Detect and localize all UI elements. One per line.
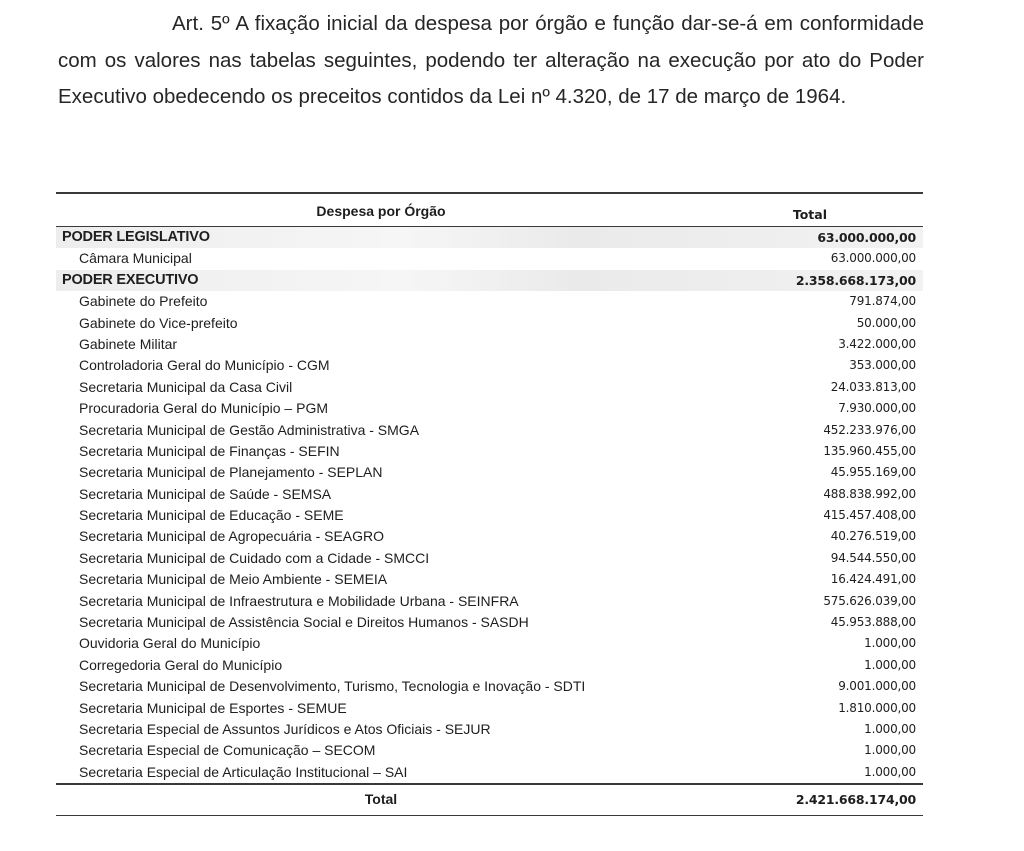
row-label: Gabinete do Prefeito xyxy=(79,293,208,310)
table-row xyxy=(56,462,923,483)
table-row xyxy=(56,441,923,462)
row-value: 1.000,00 xyxy=(864,657,916,672)
table-header xyxy=(56,194,923,226)
article-paragraph xyxy=(58,6,924,116)
expense-by-organ-table xyxy=(56,192,923,816)
table-row xyxy=(56,612,923,633)
row-value: 353.000,00 xyxy=(849,358,916,373)
row-value: 94.544.550,00 xyxy=(830,550,916,565)
row-label: Ouvidoria Geral do Município xyxy=(79,635,261,652)
row-label: Secretaria Municipal de Gestão Administrativa - SMGA xyxy=(79,421,420,438)
table-row xyxy=(56,569,923,590)
row-value: 1.000,00 xyxy=(864,743,916,758)
table-row xyxy=(56,398,923,419)
row-label: PODER LEGISLATIVO xyxy=(62,229,210,245)
row-label: Secretaria Municipal de Infraestrutura e Mobilidade Urbana - SEINFRA xyxy=(79,592,519,609)
row-label: Câmara Municipal xyxy=(79,250,192,267)
row-value: 1.810.000,00 xyxy=(838,700,916,715)
row-value: 40.276.519,00 xyxy=(830,529,916,544)
table-row xyxy=(56,719,923,740)
row-value: 9.001.000,00 xyxy=(838,679,916,694)
table-group-row xyxy=(56,227,923,248)
row-value: 2.358.668.173,00 xyxy=(795,272,916,288)
table-row xyxy=(56,633,923,654)
row-label: Secretaria Municipal de Agropecuária - SEAGRO xyxy=(79,528,385,545)
table-total-row xyxy=(56,785,923,815)
article-text: Art. 5º A fixação inicial da despesa por órgão e função dar-se-á em conformidade com os valores nas tabelas seguintes, podendo ter alteração na execução por ato do Poder Executivo obedecendo os preceitos contidos da Lei nº 4.320, de 17 de março de 1964. xyxy=(58,12,924,108)
header-total: Total xyxy=(792,206,827,222)
row-value: 135.960.455,00 xyxy=(823,443,916,458)
table-row xyxy=(56,762,923,783)
row-value: 791.874,00 xyxy=(849,294,916,309)
row-label: Secretaria Municipal de Meio Ambiente - SEMEIA xyxy=(79,571,388,588)
row-value: 16.424.491,00 xyxy=(830,572,916,587)
row-value: 45.955.169,00 xyxy=(830,465,916,480)
table-row xyxy=(56,655,923,676)
row-value: 24.033.813,00 xyxy=(830,379,916,394)
row-value: 1.000,00 xyxy=(864,764,916,779)
row-value: 45.953.888,00 xyxy=(830,615,916,630)
row-value: 50.000,00 xyxy=(856,315,916,330)
table-row xyxy=(56,698,923,719)
row-value: 415.457.408,00 xyxy=(823,508,916,523)
row-label: Secretaria Municipal de Assistência Social e Direitos Humanos - SASDH xyxy=(79,614,529,631)
header-orgao: Despesa por Órgão xyxy=(316,202,446,219)
table-row xyxy=(56,355,923,376)
row-value: 3.422.000,00 xyxy=(838,336,916,351)
row-label: PODER EXECUTIVO xyxy=(62,271,199,288)
row-label: Gabinete Militar xyxy=(79,335,178,352)
row-label: Secretaria Municipal de Educação - SEME xyxy=(79,507,344,524)
row-value: 452.233.976,00 xyxy=(823,422,916,437)
table-body xyxy=(56,227,923,783)
table-row xyxy=(56,676,923,697)
row-label: Controladoria Geral do Município - CGM xyxy=(79,357,330,374)
table-row xyxy=(56,420,923,441)
total-value: 2.421.668.174,00 xyxy=(795,791,916,807)
row-label: Corregedoria Geral do Município xyxy=(79,656,283,673)
table-bottom-rule xyxy=(56,815,923,817)
row-label: Secretaria Municipal de Esportes - SEMUE xyxy=(79,699,347,716)
table-row xyxy=(56,484,923,505)
row-label: Secretaria Municipal de Finanças - SEFIN xyxy=(79,442,340,459)
row-label: Secretaria Especial de Articulação Institucional – SAI xyxy=(79,763,408,780)
row-label: Secretaria Especial de Assuntos Jurídicos e Atos Oficiais - SEJUR xyxy=(79,720,491,737)
row-value: 63.000.000,00 xyxy=(830,251,916,266)
table-row xyxy=(56,740,923,761)
row-label: Secretaria Especial de Comunicação – SECOM xyxy=(79,742,376,759)
table-row xyxy=(56,248,923,269)
row-label: Secretaria Municipal da Casa Civil xyxy=(79,378,293,395)
table-row xyxy=(56,313,923,334)
row-value: 488.838.992,00 xyxy=(823,486,916,501)
table-row xyxy=(56,377,923,398)
total-label: Total xyxy=(364,790,398,807)
table-row xyxy=(56,526,923,547)
row-label: Procuradoria Geral do Município – PGM xyxy=(79,400,328,417)
row-value: 1.000,00 xyxy=(864,636,916,651)
row-label: Gabinete do Vice-prefeito xyxy=(79,314,238,331)
row-value: 7.930.000,00 xyxy=(838,401,916,416)
table-row xyxy=(56,334,923,355)
row-label: Secretaria Municipal de Desenvolvimento, Turismo, Tecnologia e Inovação - SDTI xyxy=(79,678,586,695)
table-row xyxy=(56,291,923,312)
table-row xyxy=(56,505,923,526)
row-label: Secretaria Municipal de Saúde - SEMSA xyxy=(79,485,332,502)
table-group-row xyxy=(56,270,923,291)
row-value: 1.000,00 xyxy=(864,721,916,736)
row-label: Secretaria Municipal de Planejamento - SEPLAN xyxy=(79,464,383,481)
row-value: 63.000.000,00 xyxy=(817,230,916,245)
row-value: 575.626.039,00 xyxy=(823,593,916,608)
table-row xyxy=(56,591,923,612)
row-label: Secretaria Municipal de Cuidado com a Cidade - SMCCI xyxy=(79,549,430,566)
table-row xyxy=(56,548,923,569)
